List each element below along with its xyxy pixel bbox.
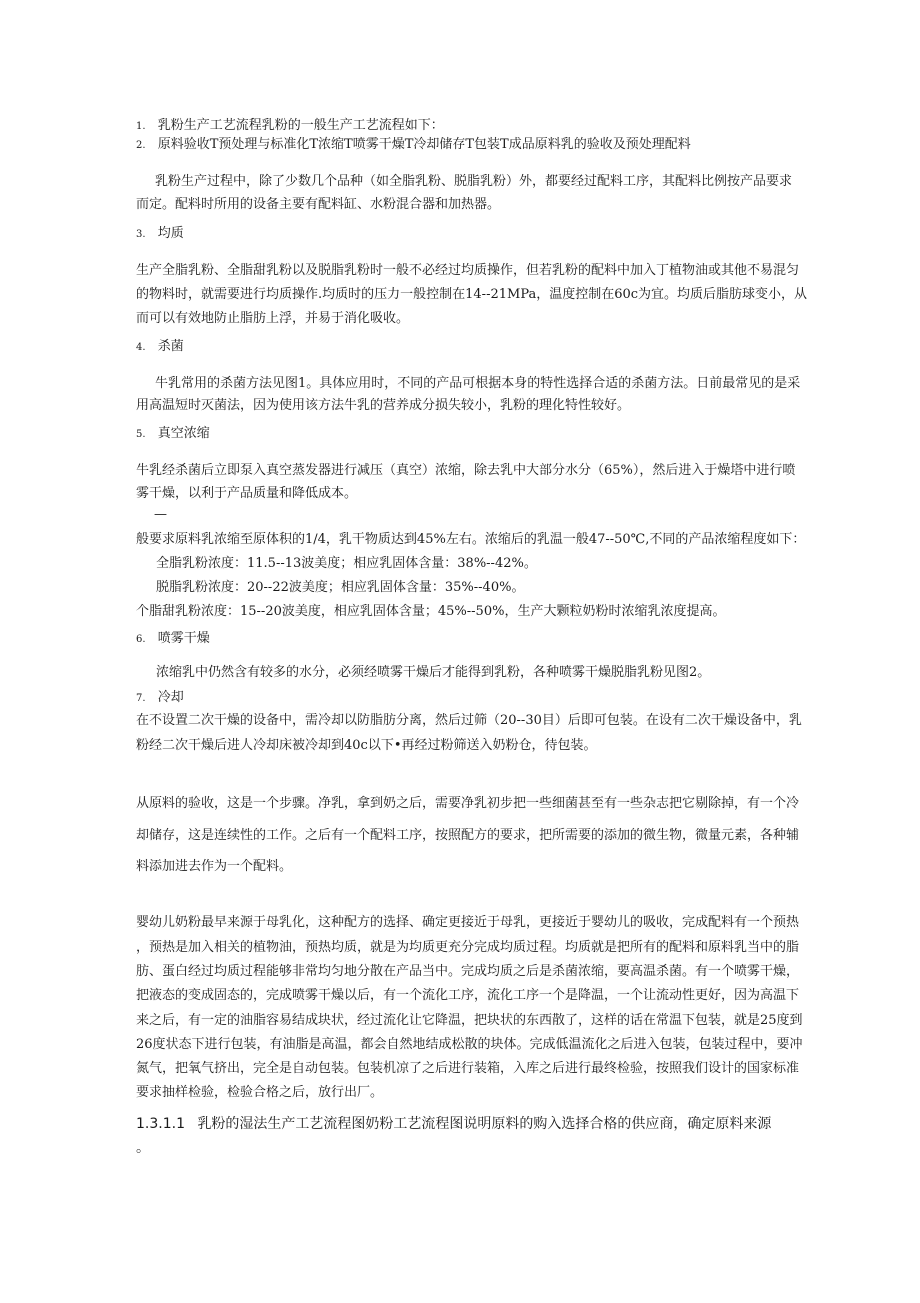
paragraph-line: 料添加进去作为一个配料。	[136, 859, 293, 874]
paragraph-line: 的物料时，就需要进行均质操作.均质时的压力一般控制在14--21MPa，温度控制在60c为宜。均质后脂肪球变小，从	[136, 287, 808, 302]
section-title: 喷雾干燥	[157, 631, 210, 646]
section-heading-6	[136, 630, 210, 649]
paragraph-line: 而可以有效地防止脂肪上浮，并易于消化吸收。	[136, 311, 410, 326]
paragraph-line: 牛乳常用的杀菌方法见图1。具体应用时，不同的产品可根据本身的特性选择合适的杀菌方法。日前最常见的是采	[155, 376, 801, 391]
paragraph-line: 而定。配料时所用的设备主要有配料缸、水粉混合器和加热器。	[136, 197, 501, 212]
section-number: 7.	[136, 693, 146, 704]
list-number: 2.	[136, 140, 146, 151]
subsection-title: 乳粉的湿法生产工艺流程图奶粉工艺流程图说明原料的购入选择合格的供应商，确定原料来源	[197, 1116, 772, 1132]
section-heading-3	[136, 225, 184, 244]
paragraph-line: 从原料的验收，这是一个步骤。净乳，拿到奶之后，需要净乳初步把一些细菌甚至有一些杂志把它剔除掉，有一个冷	[136, 796, 800, 811]
section-title: 杀菌	[157, 339, 184, 354]
section-number: 5.	[136, 429, 146, 440]
paragraph-line: 却储存，这是连续性的工作。之后有一个配料工序，按照配方的要求，把所需要的添加的微生物，微量元素，各种辅	[136, 828, 800, 843]
list-text: 乳粉生产工艺流程乳粉的一般生产工艺流程如下：	[157, 118, 444, 133]
section-number: 6.	[136, 634, 146, 645]
list-number: 1.	[136, 121, 146, 132]
paragraph-line: 脱脂乳粉浓度：20--22波美度；相应乳固体含量：35%--40%。	[156, 580, 525, 595]
paragraph-line: 粉经二次干燥后进人冷却床被冷却到40c以下•再经过粉筛送入奶粉仓，待包装。	[136, 738, 597, 753]
section-heading-5	[136, 425, 210, 444]
section-title: 真空浓缩	[157, 426, 210, 441]
paragraph-line: 婴幼儿奶粉最早来源于母乳化，这种配方的选择、确定更接近于母乳，更接近于婴幼儿的吸收，完成配料有一个预热	[136, 915, 800, 930]
section-number: 3.	[136, 229, 146, 240]
paragraph-line: 生产全脂乳粉、全脂甜乳粉以及脱脂乳粉时一般不必经过均质操作，但若乳粉的配料中加入丁植物油或其他不易混匀	[136, 263, 800, 278]
paragraph-line: ，预热是加入相关的植物油，预热均质，就是为均质更充分完成均质过程。均质就是把所有的配料和原料乳当中的脂	[136, 940, 800, 955]
paragraph-line: 用高温短时灭菌法，因为使用该方法牛乳的营养成分损失较小，乳粉的理化特性较好。	[136, 398, 631, 413]
list-item-2	[136, 136, 691, 155]
paragraph-line: 26度状态下进行包装，有油脂是高温，都会自然地结成松散的块体。完成低温流化之后进入包装，包装过程中，要冲	[136, 1037, 803, 1052]
paragraph-line: 牛乳经杀菌后立即泵入真空蒸发器进行减压（真空）浓缩，除去乳中大部分水分（65%），然后进入于燥塔中进行喷	[136, 463, 796, 478]
paragraph-line: 氮气，把氧气挤出，完全是自动包装。包装机凉了之后进行装箱，入库之后进行最终检验，按照我们设计的国家标准	[136, 1061, 800, 1076]
section-number: 4.	[136, 342, 146, 353]
section-title: 均质	[157, 226, 184, 241]
paragraph-line: 肪、蛋白经过均质过程能够非常均匀地分散在产品当中。完成均质之后是杀菌浓缩，要高温杀菌。有一个喷雾干燥，	[136, 964, 800, 979]
section-title: 冷却	[157, 690, 184, 705]
paragraph-line: 般要求原料乳浓缩至原体积的1/4，乳干物质达到45%左右。浓缩后的乳温一般47--50℃,不同的产品浓缩程度如下：	[136, 532, 806, 547]
paragraph-line: 把液态的变成固态的，完成喷雾干燥以后，有一个流化工序，流化工序一个是降温，一个让流动性更好，因为高温下	[136, 988, 800, 1003]
paragraph-line: 在不设置二次干燥的设备中，需冷却以防脂肪分离，然后过筛（20--30目）后即可包装。在设有二次干燥设备中，乳	[136, 713, 802, 728]
paragraph-line: 个脂甜乳粉浓度：15--20波美度，相应乳固体含量；45%--50%，生产大颗粒奶粉时浓缩乳浓度提高。	[136, 604, 726, 619]
section-heading-7	[136, 689, 184, 708]
paragraph-line: 全脂乳粉浓度：11.5--13波美度；相应乳固体含量：38%--42%。	[156, 556, 537, 571]
section-heading-4	[136, 338, 184, 357]
paragraph-line: 雾干燥，以利于产品质量和降低成本。	[136, 486, 358, 501]
subsection-heading-tail: 。	[136, 1140, 150, 1156]
paragraph-line: 来之后，有一定的油脂容易结成块状，经过流化让它降温，把块状的东西散了，这样的话在常温下包装，就是25度到	[136, 1013, 803, 1028]
list-item-1	[136, 117, 444, 136]
paragraph-line: 乳粉生产过程中，除了少数几个品种（如全脂乳粉、脱脂乳粉）外，都要经过配料工序，其配料比例按产品要求	[155, 174, 793, 189]
subsection-number: 1.3.1.1	[136, 1116, 185, 1132]
paragraph-line: 要求抽样检验，检验合格之后，放行出厂。	[136, 1085, 384, 1100]
subsection-heading	[136, 1114, 771, 1134]
dash-mark: —	[154, 507, 167, 522]
paragraph-line: 浓缩乳中仍然含有较多的水分，必须经喷雾干燥后才能得到乳粉，各种喷雾干燥脱脂乳粉见图2。	[156, 665, 711, 680]
list-text: 原料验收T预处理与标准化T浓缩T喷雾干燥T冷却储存T包装T成品原料乳的验收及预处理配料	[157, 137, 691, 152]
